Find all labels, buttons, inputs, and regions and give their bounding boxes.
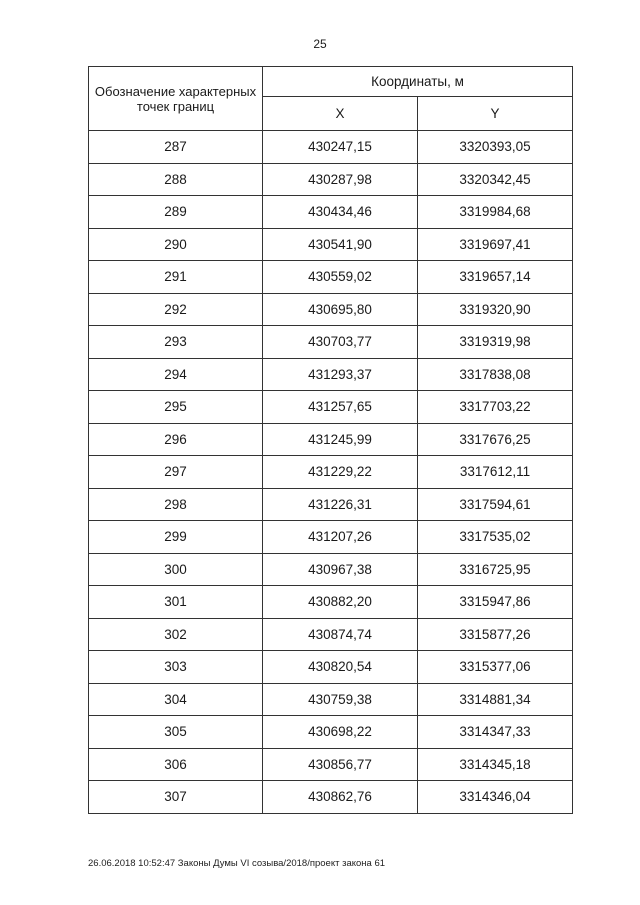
cell-y: 3319320,90 — [418, 293, 573, 326]
coordinates-table — [88, 66, 573, 814]
cell-y: 3317703,22 — [418, 391, 573, 424]
header-x: X — [263, 97, 418, 131]
cell-x: 430695,80 — [263, 293, 418, 326]
table-row — [89, 163, 573, 196]
header-y: Y — [418, 97, 573, 131]
table-row — [89, 293, 573, 326]
cell-y: 3319319,98 — [418, 326, 573, 359]
cell-point: 303 — [89, 651, 263, 684]
cell-x: 430862,76 — [263, 781, 418, 814]
cell-y: 3317838,08 — [418, 358, 573, 391]
cell-x: 431226,31 — [263, 488, 418, 521]
cell-x: 431293,37 — [263, 358, 418, 391]
cell-point: 292 — [89, 293, 263, 326]
cell-x: 430559,02 — [263, 261, 418, 294]
cell-x: 430874,74 — [263, 618, 418, 651]
cell-y: 3317676,25 — [418, 423, 573, 456]
table-body — [89, 131, 573, 814]
table-row — [89, 748, 573, 781]
table-row — [89, 683, 573, 716]
table-row — [89, 586, 573, 619]
cell-x: 431257,65 — [263, 391, 418, 424]
cell-x: 430434,46 — [263, 196, 418, 229]
table-row — [89, 326, 573, 359]
cell-point: 290 — [89, 228, 263, 261]
cell-y: 3315947,86 — [418, 586, 573, 619]
cell-point: 295 — [89, 391, 263, 424]
cell-x: 431229,22 — [263, 456, 418, 489]
table-row — [89, 261, 573, 294]
cell-y: 3319697,41 — [418, 228, 573, 261]
table-row — [89, 521, 573, 554]
table-row — [89, 781, 573, 814]
cell-point: 306 — [89, 748, 263, 781]
table-row — [89, 456, 573, 489]
table-row — [89, 651, 573, 684]
cell-y: 3320342,45 — [418, 163, 573, 196]
cell-point: 307 — [89, 781, 263, 814]
cell-y: 3315877,26 — [418, 618, 573, 651]
table-row — [89, 391, 573, 424]
cell-point: 297 — [89, 456, 263, 489]
table-row — [89, 196, 573, 229]
cell-point: 287 — [89, 131, 263, 164]
table-row — [89, 716, 573, 749]
page-number: 25 — [313, 37, 327, 51]
cell-y: 3314347,33 — [418, 716, 573, 749]
cell-point: 302 — [89, 618, 263, 651]
cell-x: 430247,15 — [263, 131, 418, 164]
cell-x: 430967,38 — [263, 553, 418, 586]
table-row — [89, 358, 573, 391]
cell-x: 430856,77 — [263, 748, 418, 781]
cell-y: 3319657,14 — [418, 261, 573, 294]
cell-y: 3317612,11 — [418, 456, 573, 489]
cell-point: 296 — [89, 423, 263, 456]
cell-x: 430541,90 — [263, 228, 418, 261]
table-row — [89, 553, 573, 586]
cell-x: 430698,22 — [263, 716, 418, 749]
cell-x: 431245,99 — [263, 423, 418, 456]
cell-x: 431207,26 — [263, 521, 418, 554]
footer-stamp: 26.06.2018 10:52:47 Законы Думы VI созыва/2018/проект закона 61 — [88, 858, 386, 869]
cell-x: 430882,20 — [263, 586, 418, 619]
cell-y: 3317535,02 — [418, 521, 573, 554]
cell-point: 299 — [89, 521, 263, 554]
cell-point: 288 — [89, 163, 263, 196]
cell-point: 289 — [89, 196, 263, 229]
cell-point: 291 — [89, 261, 263, 294]
cell-x: 430287,98 — [263, 163, 418, 196]
table-row — [89, 488, 573, 521]
cell-point: 294 — [89, 358, 263, 391]
header-points: Обозначение характерных точек границ — [89, 67, 263, 131]
cell-point: 305 — [89, 716, 263, 749]
cell-point: 293 — [89, 326, 263, 359]
cell-x: 430703,77 — [263, 326, 418, 359]
table-row — [89, 618, 573, 651]
cell-y: 3316725,95 — [418, 553, 573, 586]
table-row — [89, 131, 573, 164]
header-coordinates: Координаты, м — [263, 67, 573, 97]
table-row — [89, 228, 573, 261]
cell-y: 3317594,61 — [418, 488, 573, 521]
cell-point: 304 — [89, 683, 263, 716]
cell-point: 300 — [89, 553, 263, 586]
cell-point: 298 — [89, 488, 263, 521]
cell-x: 430759,38 — [263, 683, 418, 716]
cell-y: 3314345,18 — [418, 748, 573, 781]
cell-point: 301 — [89, 586, 263, 619]
cell-y: 3319984,68 — [418, 196, 573, 229]
cell-y: 3314346,04 — [418, 781, 573, 814]
table-row — [89, 423, 573, 456]
cell-y: 3320393,05 — [418, 131, 573, 164]
cell-x: 430820,54 — [263, 651, 418, 684]
table-header — [89, 67, 573, 131]
cell-y: 3314881,34 — [418, 683, 573, 716]
cell-y: 3315377,06 — [418, 651, 573, 684]
